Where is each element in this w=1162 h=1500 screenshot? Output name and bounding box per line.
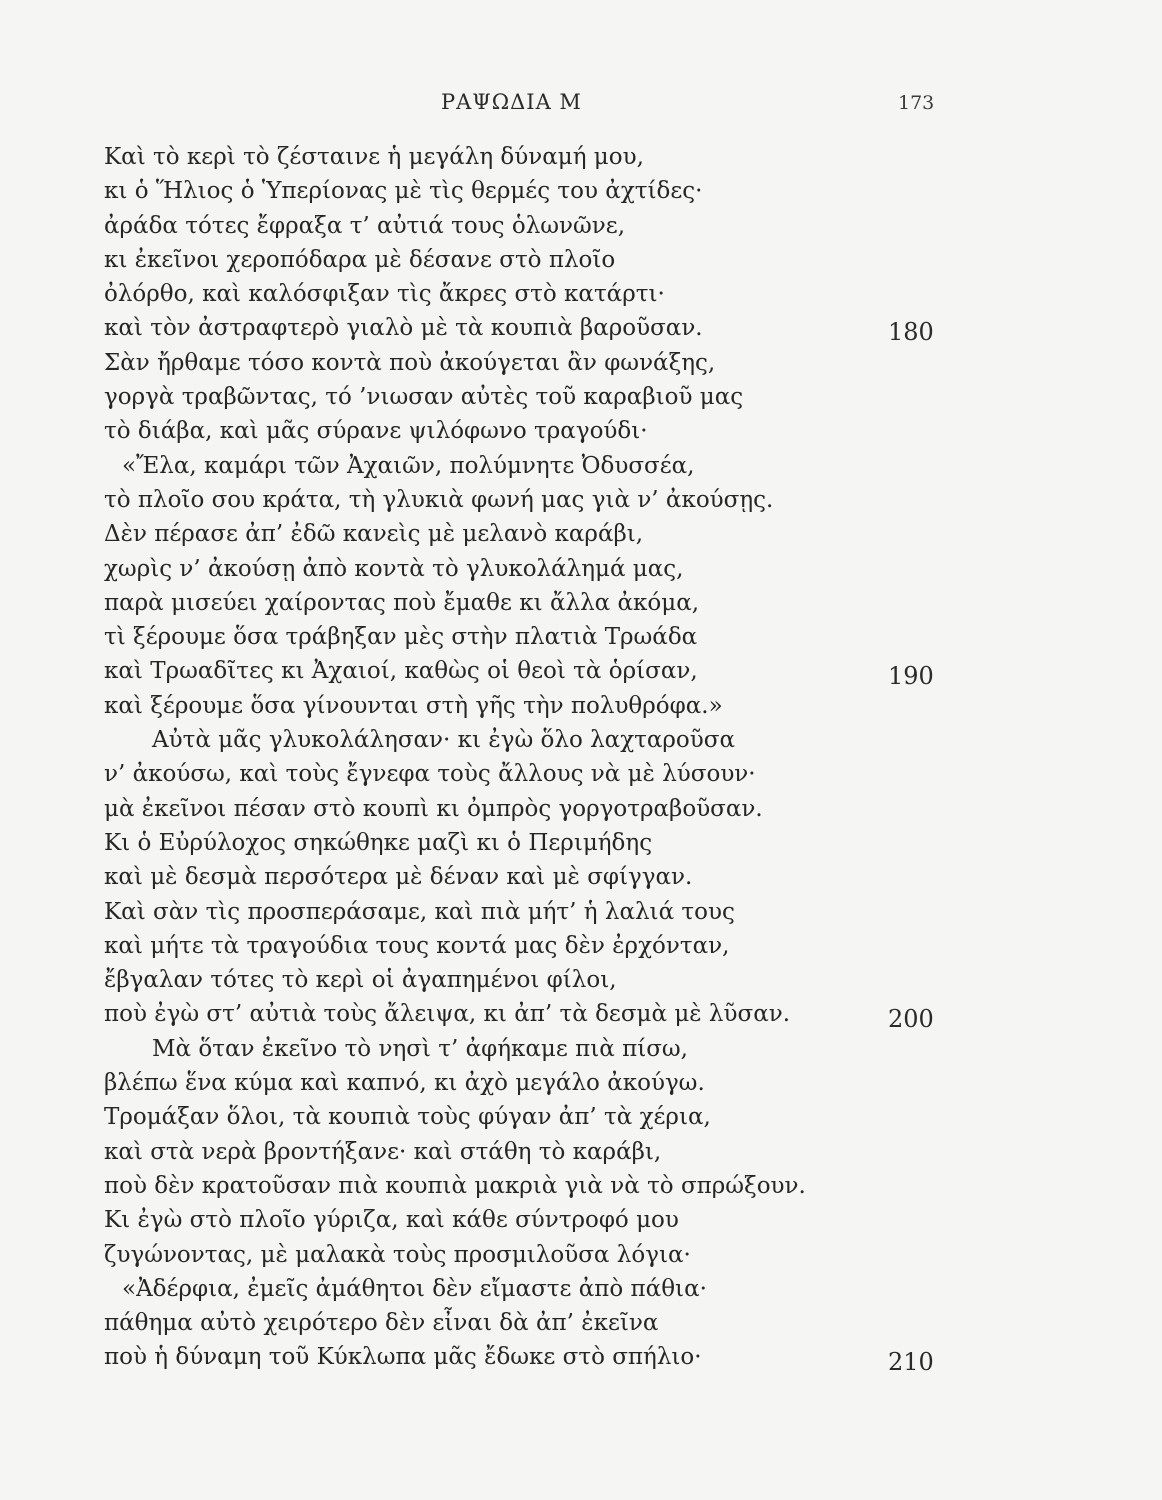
verse-line: ζυγώνοντας, μὲ μαλακὰ τοὺς προσμιλοῦσα λόγια·: [104, 1241, 691, 1268]
verse-line: Αὐτὰ μᾶς γλυκολάλησαν· κι ἐγὼ ὅλο λαχταροῦσα: [152, 727, 735, 754]
verse-line: ἔβγαλαν τότες τὸ κερὶ οἱ ἀγαπημένοι φίλοι,: [104, 967, 617, 994]
verse-line: καὶ μὲ δεσμὰ περσότερα μὲ δέναν καὶ μὲ σφίγγαν.: [104, 864, 693, 891]
verse-line: τὸ πλοῖο σου κράτα, τὴ γλυκιὰ φωνή μας γιὰ ν’ ἀκούσῃς.: [104, 486, 774, 513]
verse-line: κι ἐκεῖνοι χεροπόδαρα μὲ δέσανε στὸ πλοῖο: [104, 246, 616, 273]
verse-line: Μὰ ὅταν ἐκεῖνο τὸ νησὶ τ’ ἀφήκαμε πιὰ πίσω,: [152, 1035, 688, 1062]
page-number: 173: [898, 92, 935, 114]
verse-line: πάθημα αὐτὸ χειρότερο δὲν εἶναι δὰ ἀπ’ ἐκεῖνα: [104, 1310, 659, 1337]
verse-line: μὰ ἐκεῖνοι πέσαν στὸ κουπὶ κι ὀμπρὸς γοργοτραβοῦσαν.: [104, 795, 763, 822]
verse-line: Τρομάξαν ὅλοι, τὰ κουπιὰ τοὺς φύγαν ἀπ’ τὰ χέρια,: [104, 1104, 711, 1131]
verse-line: καὶ μήτε τὰ τραγούδια τους κοντά μας δὲν ἐρχόνταν,: [104, 932, 730, 959]
line-number: 210: [888, 1348, 934, 1376]
verse-line: βλέπω ἕνα κύμα καὶ καπνό, κι ἀχὸ μεγάλο ἀκούγω.: [104, 1070, 705, 1097]
verse-line: καὶ στὰ νερὰ βροντήξανε· καὶ στάθη τὸ καράβι,: [104, 1138, 662, 1165]
verse-line: ἀράδα τότες ἔφραξα τ’ αὐτιά τους ὁλωνῶνε,: [104, 212, 626, 239]
verse-line: χωρὶς ν’ ἀκούσῃ ἀπὸ κοντὰ τὸ γλυκολάλημά μας,: [104, 555, 684, 582]
verse-line: «Ἀδέρφια, ἐμεῖς ἀμάθητοι δὲν εἴμαστε ἀπὸ πάθια·: [122, 1275, 707, 1302]
running-title: ΡΑΨΩΔΙΑ Μ: [441, 90, 582, 114]
verse-line: καὶ Τρωαδῖτες κι Ἀχαιοί, καθὼς οἱ θεοὶ τὰ ὁρίσαν,: [104, 658, 698, 685]
line-number: 200: [888, 1005, 934, 1033]
verse-line: ποὺ δὲν κρατοῦσαν πιὰ κουπιὰ μακριὰ γιὰ νὰ τὸ σπρώξουν.: [104, 1172, 806, 1199]
verse-line: τὸ διάβα, καὶ μᾶς σύρανε ψιλόφωνο τραγούδι·: [104, 418, 648, 445]
verse-line: ποὺ ἐγὼ στ’ αὐτιὰ τοὺς ἄλειψα, κι ἀπ’ τὰ δεσμὰ μὲ λῦσαν.: [104, 1001, 791, 1028]
verse-line: ν’ ἀκούσω, καὶ τοὺς ἔγνεφα τοὺς ἄλλους νὰ μὲ λύσουν·: [104, 761, 756, 788]
verse-line: καὶ τὸν ἀστραφτερὸ γιαλὸ μὲ τὰ κουπιὰ βαροῦσαν.: [104, 315, 703, 342]
verse-line: Κι ὁ Εὐρύλοχος σηκώθηκε μαζὶ κι ὁ Περιμήδης: [104, 829, 653, 856]
verse-line: Καὶ σὰν τὶς προσπεράσαμε, καὶ πιὰ μήτ’ ἡ λαλιά τους: [104, 898, 735, 925]
line-number: 190: [888, 662, 934, 690]
line-number: 180: [888, 318, 934, 346]
verse-line: ὀλόρθο, καὶ καλόσφιξαν τὶς ἄκρες στὸ κατάρτι·: [104, 281, 665, 308]
verse-line: κι ὁ Ἥλιος ὁ Ὑπερίονας μὲ τὶς θερμές του ἀχτίδες·: [104, 178, 703, 205]
verse-line: Δὲν πέρασε ἀπ’ ἐδῶ κανεὶς μὲ μελανὸ καράβι,: [104, 521, 644, 548]
verse-line: καὶ ξέρουμε ὅσα γίνουνται στὴ γῆς τὴν πολυθρόφα.»: [104, 692, 723, 719]
verse-line: Σὰν ἤρθαμε τόσο κοντὰ ποὺ ἀκούγεται ἂν φωνάξης,: [104, 349, 716, 376]
verse-line: τὶ ξέρουμε ὅσα τράβηξαν μὲς στὴν πλατιὰ Τρωάδα: [104, 624, 698, 651]
verse-line: ποὺ ἡ δύναμη τοῦ Κύκλωπα μᾶς ἔδωκε στὸ σπήλιο·: [104, 1344, 702, 1371]
verse-line: παρὰ μισεύει χαίροντας ποὺ ἔμαθε κι ἄλλα ἀκόμα,: [104, 589, 700, 616]
verse-line: Καὶ τὸ κερὶ τὸ ζέσταινε ἡ μεγάλη δύναμή μου,: [104, 144, 644, 170]
verse-line: γοργὰ τραβῶντας, τό ’νιωσαν αὐτὲς τοῦ καραβιοῦ μας: [104, 384, 744, 411]
verse-line: Κι ἐγὼ στὸ πλοῖο γύριζα, καὶ κάθε σύντροφό μου: [104, 1207, 679, 1234]
verse-line: «Ἔλα, καμάρι τῶν Ἀχαιῶν, πολύμνητε Ὀδυσσέα,: [122, 452, 695, 479]
